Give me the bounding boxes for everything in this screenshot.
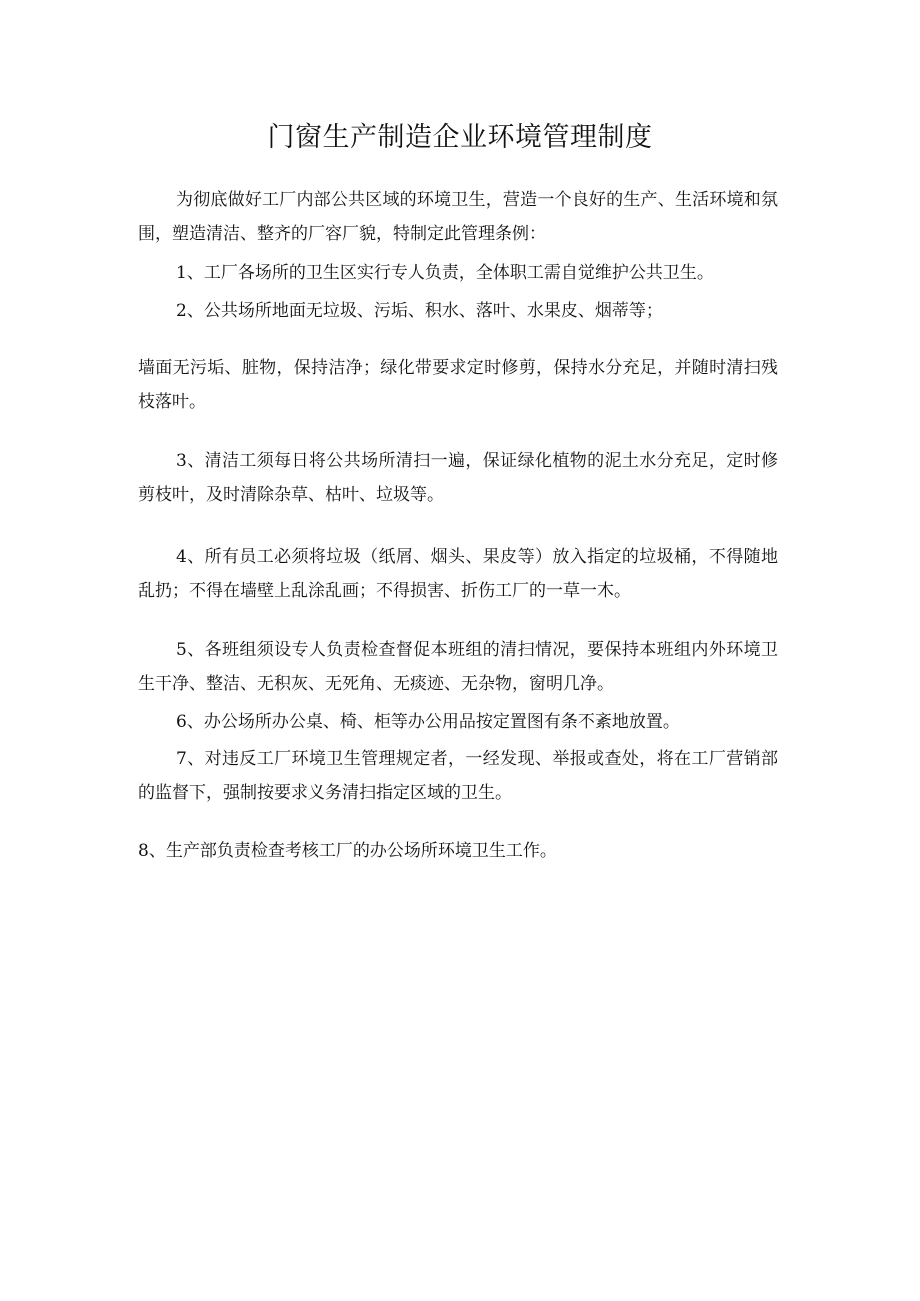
- item-5: 5、各班组须设专人负责检查督促本班组的清扫情况，要保持本班组内外环境卫生干净、整洁、无积灰、无死角、无痰迹、无杂物，窗明几净。: [138, 640, 778, 694]
- item-4: 4、所有员工必须将垃圾（纸屑、烟头、果皮等）放入指定的垃圾桶，不得随地乱扔；不得在墙壁上乱涂乱画；不得损害、折伤工厂的一草一木。: [138, 547, 778, 601]
- item-6: 6、办公场所办公桌、椅、柜等办公用品按定置图有条不紊地放置。: [176, 712, 680, 732]
- item-2: 2、公共场所地面无垃圾、污垢、积水、落叶、水果皮、烟蒂等；: [176, 301, 663, 321]
- item-3: 3、清洁工须每日将公共场所清扫一遍，保证绿化植物的泥土水分充足，定时修剪枝叶，及时清除杂草、枯叶、垃圾等。: [138, 451, 778, 505]
- item-2-continued: 墙面无污垢、脏物，保持洁净；绿化带要求定时修剪，保持水分充足，并随时清扫残枝落叶。: [138, 358, 778, 412]
- intro-paragraph: 为彻底做好工厂内部公共区域的环境卫生，营造一个良好的生产、生活环境和氛围，塑造清洁、整齐的厂容厂貌，特制定此管理条例：: [138, 190, 778, 244]
- document-title: 门窗生产制造企业环境管理制度: [267, 122, 653, 153]
- item-7: 7、对违反工厂环境卫生管理规定者，一经发现、举报或查处，将在工厂营销部的监督下，强制按要求义务清扫指定区域的卫生。: [138, 749, 778, 803]
- item-8: 8、生产部负责检查考核工厂的办公场所环境卫生工作。: [138, 841, 557, 861]
- item-1: 1、工厂各场所的卫生区实行专人负责，全体职工需自觉维护公共卫生。: [176, 263, 714, 283]
